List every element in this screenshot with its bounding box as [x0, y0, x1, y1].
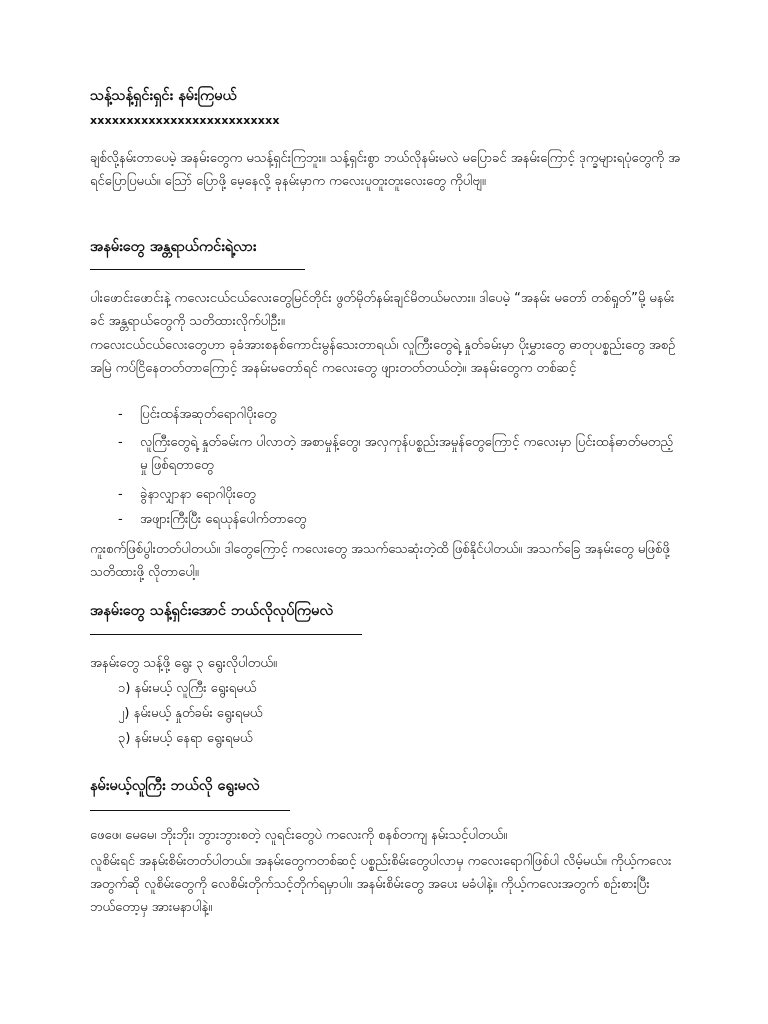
- section-2-paragraph-3: ကူးစက်ဖြစ်ပွါးတတ်ပါတယ်။ ဒါတွေကြောင့် ကလေးတွေ အသက်သေဆုံးတဲ့ထိ ဖြစ်နိုင်ပါတယ်။ အသက်ခြေ အနမ်းတွေ မဖြစ်ဖို့ သတိထားဖို့ လိုတာပေါ့။: [90, 542, 670, 580]
- section-3-heading: အနမ်းတွေ သန့်ရှင်းအောင် ဘယ်လိုလုပ်ကြမလဲ: [90, 603, 334, 619]
- section-4-paragraph-2: လူစိမ်းရင် အနမ်းစိမ်းတတ်ပါတယ်။ အနမ်းတွေကတစ်ဆင့် ပစ္စည်းစိမ်းတွေပါလာမှ ကလေးရောဂါဖြစ်ပါ လိမ့်မယ်။ ကိုယ့်ကလေးအတွက်ဆို လူစိမ်းတွေကို လေစိမ်းတိုက်သင့်တိုက်ရမှာပါ။ အနမ်းစိမ်းတွေ အပေး မခံပါနဲ့။ ကိုယ့်ကလေးအတွက် စဉ်းစားပြီး ဘယ်တော့မှ အားမနာပါနဲ့။: [90, 854, 672, 915]
- bullet-dash: -: [118, 487, 123, 502]
- bullet-text: ပြင်းထန်အဆုတ်ရောဂါပိုးတွေ: [140, 407, 277, 422]
- section-1-subline: xxxxxxxxxxxxxxxxxxxxxxxxxx: [90, 114, 280, 127]
- section-2-paragraph-1: ပါးဖောင်းဖောင်းနဲ့ ကလေးငယ်ငယ်လေးတွေမြင်တိုင်း ဖွတ်မိုတ်နမ်းချင်မိတယ်မလား။ ဒါပေမဲ့ “အနမ်း မတော် တစ်ရှုတ်”မို့ မနမ်းခင် အန္တရာယ်တွေကို သတိထားလိုက်ပါဦး။: [90, 291, 675, 329]
- bullet-item: [118, 403, 678, 426]
- section-2-paragraph-2: ကလေးငယ်ငယ်လေးတွေဟာ ခုခံအားစနစ်ကောင်းမွန်သေးတာရယ်၊ လူကြီးတွေရဲ့ နှုတ်ခမ်းမှာ ပိုးမွှားတွေ ဓာတုပစ္စည်းတွေ အစဉ်အမြဲ ကပ်ငြိနေတတ်တာကြောင့် အနမ်းမတော်ရင် ကလေးတွေ ဖျားတတ်တယ်တဲ့။ အနမ်းတွေက တစ်ဆင့်: [90, 338, 676, 376]
- numbered-item: ၂) နမ်းမယ့် နှုတ်ခမ်း ရွေးရမယ်: [118, 706, 263, 721]
- section-1-heading: သန့်သန့်ရှင်းရှင်း နမ်းကြမယ်: [90, 88, 237, 104]
- bullet-item: [118, 431, 678, 477]
- section-3-underline: [90, 634, 362, 635]
- section-1-paragraph: ချစ်လို့နမ်းတာပေမဲ့ အနမ်းတွေက မသန့်ရှင်းကြဘူး။ သန့်ရှင်းစွာ ဘယ်လိုနမ်းမလဲ မပြောခင် အနမ်းကြောင့် ဒုက္ခများရပုံတွေကို အရင်ပြောပြမယ်။ သြော် ပြောဖို့ မေ့နေလို့ ခုနမ်းမှာက ကလေးပူတူးတူးလေးတွေ ကိုပါဗျ။: [90, 151, 681, 189]
- numbered-item: ၃) နမ်းမယ့် နေရာ ရွေးရမယ်: [118, 731, 253, 746]
- section-4-heading: နမ်းမယ့်လူကြီး ဘယ်လို ရွေးမလဲ: [90, 778, 260, 794]
- bullet-item: [118, 508, 678, 531]
- bullet-text: ခွဲနာလျှာနာ ရောဂါပိုးတွေ: [140, 487, 256, 502]
- section-2-heading: အနမ်းတွေ အန္တရာယ်ကင်းရဲ့လား: [90, 239, 257, 255]
- bullet-item: [118, 483, 678, 506]
- bullet-text: လူကြီးတွေရဲ့ နှုတ်ခမ်းက ပါလာတဲ့ အစာမှုန့်တွေ၊ အလှကုန်ပစ္စည်းအမှုန်တွေကြောင့် ကလေးမှာ ပြင်းထန်ဓာတ်မတည့်မှု ဖြစ်ရတာတွေ: [140, 435, 674, 473]
- bullet-dash: -: [118, 407, 123, 422]
- bullet-text: အဖျားကြီးပြီး ရေယုန်ပေါက်တာတွေ: [140, 512, 307, 527]
- section-2-underline: [90, 269, 305, 270]
- section-4-underline: [90, 810, 290, 811]
- bullet-dash: -: [118, 512, 123, 527]
- bullet-dash: -: [118, 435, 123, 450]
- section-4-paragraph-1: ဖေဖေ၊ မေမေ၊ ဘိုးဘိုး၊ ဘွားဘွားစတဲ့ လူရင်းတွေပဲ ကလေးကို စနစ်တကျ နမ်းသင့်ပါတယ်။: [90, 828, 508, 843]
- section-3-paragraph: အနမ်းတွေ သန့်ဖို့ ရွေး ၃ ရွေးလိုပါတယ်။: [90, 656, 277, 671]
- numbered-item: ၁) နမ်းမယ့် လူကြီး ရွေးရမယ်: [118, 681, 257, 696]
